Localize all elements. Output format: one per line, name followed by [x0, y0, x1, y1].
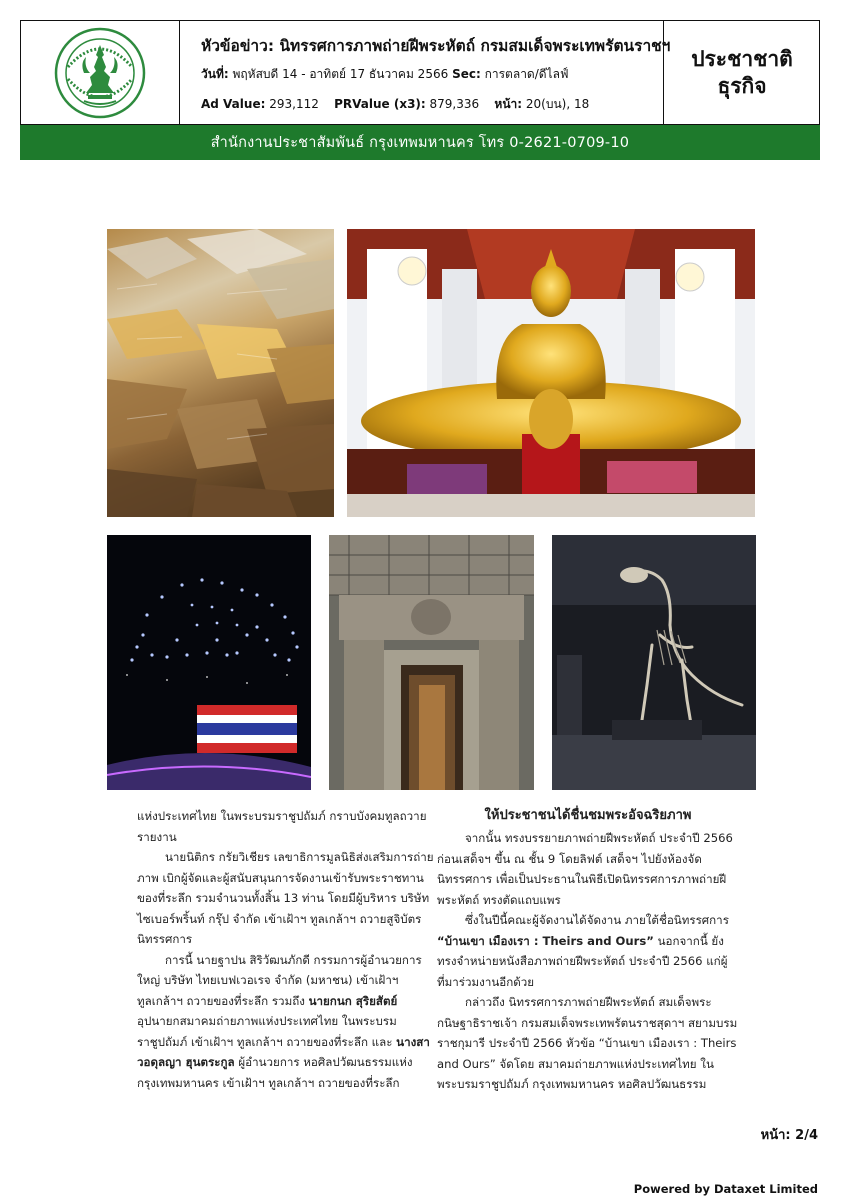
news-clipping-header: [20, 20, 820, 125]
value-row: [201, 95, 589, 114]
bangkok-seal-logo: [54, 27, 146, 119]
page-indicator-label: หน้า:: [760, 1128, 791, 1143]
left-paragraph-3-end: ผู้อำนวยการ หอศิลปวัฒนธรรมแห่งกรุงเทพมหานคร เข้าเฝ้าฯ ทูลเกล้าฯ ถวายของที่ระลึก: [137, 1055, 413, 1090]
headline-row: [201, 33, 670, 58]
office-contact-bar: สำนักงานประชาสัมพันธ์ กรุงเทพมหานคร โทร 0-2621-0709-10: [20, 125, 820, 160]
date-row: [201, 65, 568, 84]
section-value: การตลาด/ดีไลฟ์: [484, 67, 569, 81]
left-paragraph-2: นายนิติกร กรัยวิเชียร เลขาธิการมูลนิธิส่งเสริมการถ่ายภาพ เบิกผู้จัดและผู้สนับสนุนการจัดงานเข้ารับพระราชทานของที่ระลึก รวมจำนวนทั้งสิ้น 13 ท่าน โดยมีผู้บริหาร บริษัท ไซเบอร์พริ้นท์ กรุ๊ป จำกัด เข้าเฝ้าฯ ทูลเกล้าฯ ถวายสูจิบัตรนิทรรศการ: [137, 850, 434, 946]
stone-temple-door-photo: [329, 535, 534, 790]
ad-value: 293,112: [269, 97, 319, 111]
page-indicator: [761, 1124, 818, 1145]
exhibition-name: “บ้านเขา เมืองเรา : Theirs and Ours”: [437, 933, 654, 948]
headline-label: หัวข้อข่าว:: [201, 37, 275, 55]
left-name-2: นางสาวอดุลญา ฮุนตระกูล: [137, 1034, 430, 1069]
page-indicator-value: 2/4: [795, 1128, 818, 1143]
powered-by-credit: Powered by Dataxet Limited: [633, 1182, 818, 1196]
left-paragraph-3-text: การนี้ นายฐาปน สิริวัฒนภักดี กรรมการผู้อำนวยการใหญ่ บริษัท ไทยเบฟเวอเรจ จำกัด (มหาชน) เข้าเฝ้าฯ ทูลเกล้าฯ ถวายของที่ระลึก รวมถึง: [137, 952, 422, 1008]
right-paragraph-1: จากนั้น ทรงบรรยายภาพถ่ายฝีพระหัตถ์ ประจำปี 2566 ก่อนเสด็จฯ ขึ้น ณ ชั้น 9 โดยลิฟต์ เสด็จฯ ไปยังห้องจัดนิทรรศการ เพื่อเป็นประธานในพิธีเปิดนิทรรศการภาพถ่ายฝีพระหัตถ์ ทรงตัดแถบแพร: [437, 831, 733, 907]
publication-name: ประชาชาติ ธุรกิจ: [691, 46, 793, 98]
ad-value-label: Ad Value:: [201, 97, 266, 111]
dinosaur-skeleton-photo: [552, 535, 756, 790]
left-paragraph-1: แห่งประเทศไทย ในพระบรมราชูปถัมภ์ กราบบังคมทูลถวายรายงาน: [137, 809, 427, 844]
pr-value: 879,336: [429, 97, 480, 111]
article-left-column: [137, 806, 434, 1093]
right-paragraph-2-end: นอกจากนี้ ยังทรงจำหน่ายหนังสือภาพถ่ายฝีพระหัตถ์ ประจำปี 2566 แก่ผู้ที่มาร่วมงานอีกด้วย: [437, 933, 728, 989]
gold-leaf-photo: [107, 229, 334, 517]
date-value: พฤหัสบดี 14 - อาทิตย์ 17 ธันวาคม 2566: [232, 67, 449, 81]
logo-cell: [21, 21, 180, 124]
article-info: [191, 21, 671, 124]
section-label: Sec:: [452, 67, 481, 81]
date-label: วันที่:: [201, 67, 229, 81]
publication-cell: [663, 21, 820, 124]
right-paragraph-3: กล่าวถึง นิทรรศการภาพถ่ายฝีพระหัตถ์ สมเด็จพระกนิษฐาธิราชเจ้า กรมสมเด็จพระเทพรัตนราชสุดาฯ สยามบรมราชกุมารี ประจำปี 2566 หัวข้อ “บ้านเขา เมืองเรา : Theirs and Ours” จัดโดย สมาคมถ่ายภาพแห่งประเทศไทย ในพระบรมราชูปถัมภ์ กรุงเทพมหานคร หอศิลปวัฒนธรรม: [437, 995, 738, 1091]
drone-elephant-photo: [107, 535, 311, 790]
page-label: หน้า:: [494, 97, 523, 111]
headline-text: นิทรรศการภาพถ่ายฝีพระหัตถ์ กรมสมเด็จพระเทพรัตนราชฯ: [279, 37, 671, 55]
left-paragraph-3: [137, 950, 434, 1094]
buddha-statue-photo: [347, 229, 755, 517]
section-heading: ให้ประชาชนได้ชื่นชมพระอัจฉริยภาพ: [484, 808, 692, 823]
pr-value-label: PRValue (x3):: [334, 97, 426, 111]
page-value: 20(บน), 18: [525, 97, 590, 111]
right-paragraph-2: [437, 910, 739, 992]
left-name-1: นายกนก สุริยสัตย์: [308, 993, 398, 1008]
right-paragraph-2-text: ซึ่งในปีนี้คณะผู้จัดงานได้จัดงาน ภายใต้ชื่อนิทรรศการ: [465, 913, 729, 927]
article-right-column: [437, 806, 739, 1095]
left-paragraph-3-cont: อุปนายกสมาคมถ่ายภาพแห่งประเทศไทย ในพระบรมราชูปถัมภ์ เข้าเฝ้าฯ ทูลเกล้าฯ ถวายของที่ระลึก และ: [137, 1014, 397, 1049]
